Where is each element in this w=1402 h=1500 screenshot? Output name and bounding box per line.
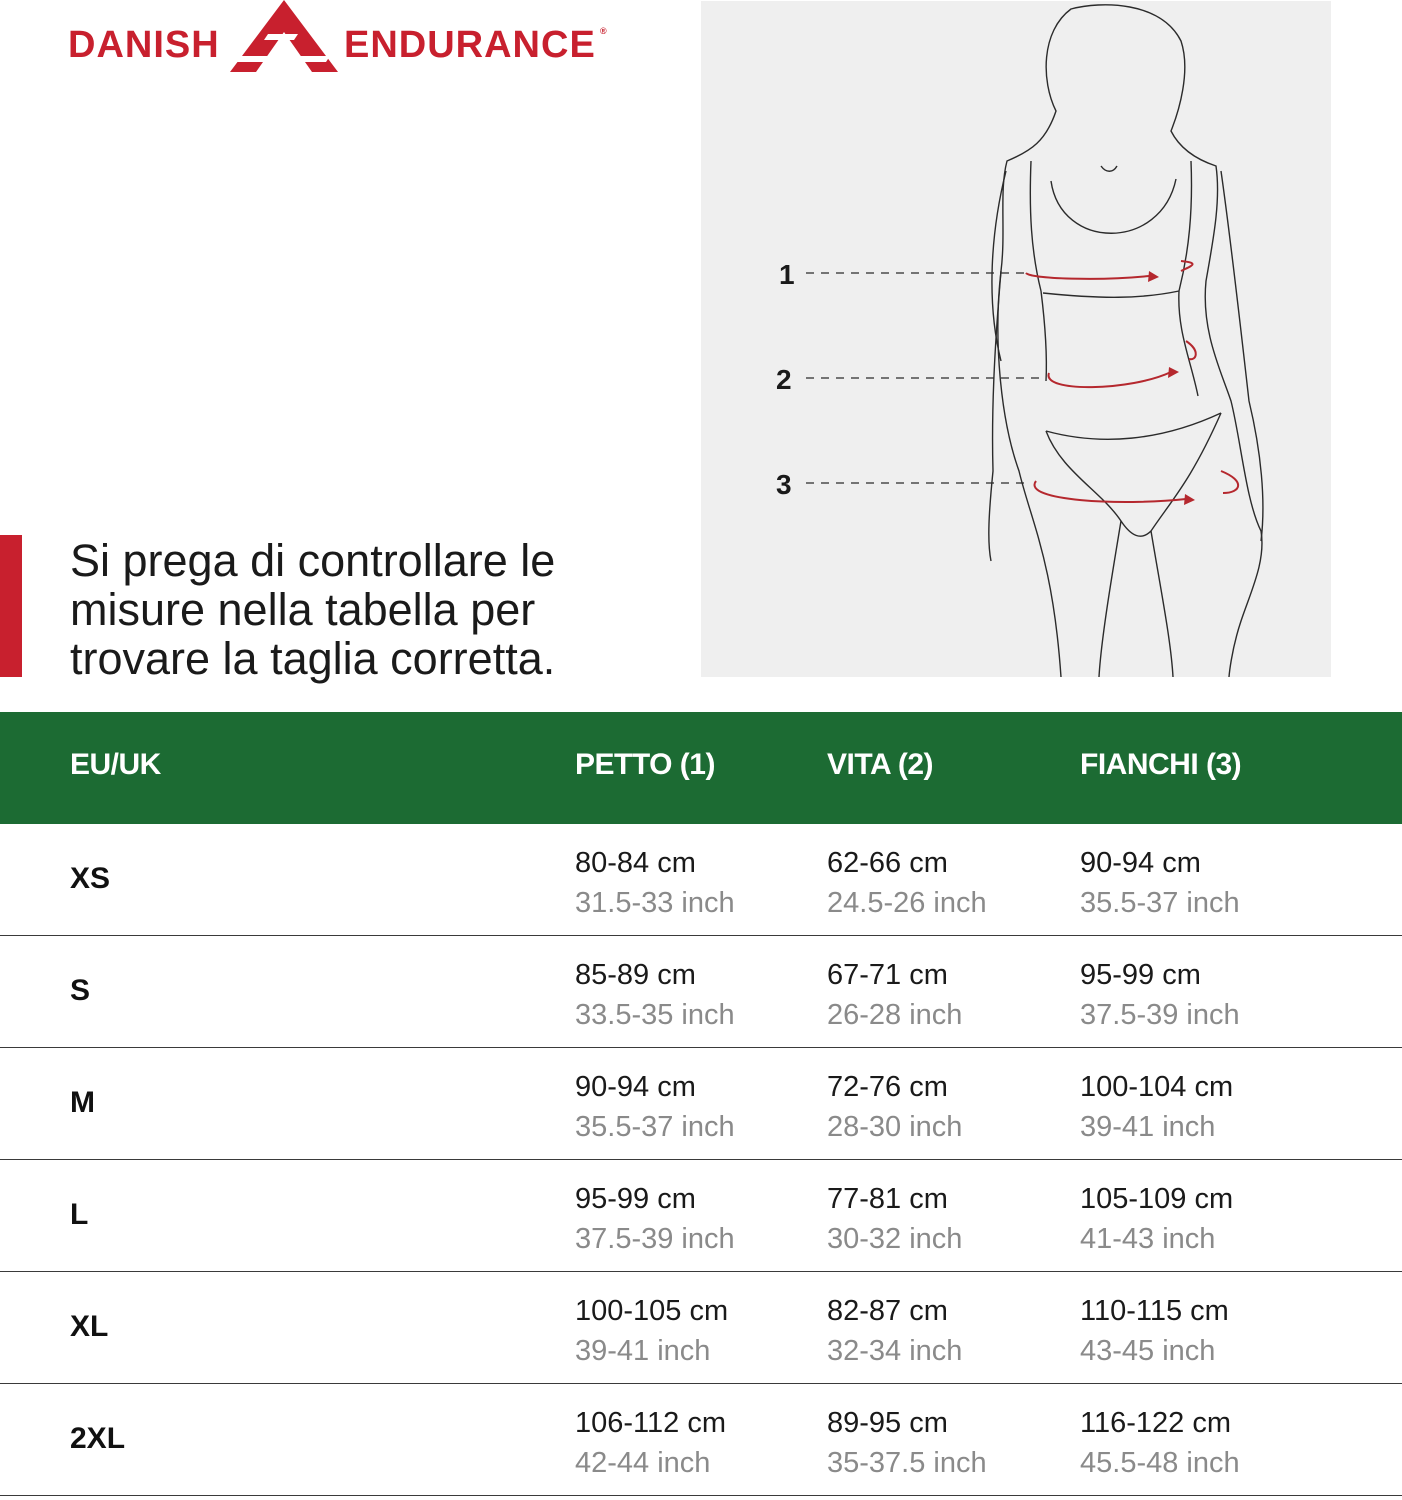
cm-value: 80-84 cm <box>575 847 696 879</box>
inch-value: 39-41 inch <box>1080 1111 1216 1143</box>
inch-value: 26-28 inch <box>827 999 963 1031</box>
hips-cell <box>1080 844 1240 924</box>
inch-value: 41-43 inch <box>1080 1223 1216 1255</box>
table-header <box>0 712 1402 824</box>
inch-value: 42-44 inch <box>575 1447 711 1479</box>
inch-value: 30-32 inch <box>827 1223 963 1255</box>
size-label: XS <box>70 862 111 895</box>
hips-cell <box>1080 1068 1233 1148</box>
marker-1: 1 <box>779 259 795 290</box>
hips-cell <box>1080 1180 1233 1260</box>
body-outline-illustration <box>701 1 1331 677</box>
size-label: L <box>70 1198 89 1231</box>
inch-value: 35-37.5 inch <box>827 1447 987 1479</box>
inch-value: 31.5-33 inch <box>575 887 735 919</box>
size-label: S <box>70 974 91 1007</box>
cm-value: 106-112 cm <box>575 1407 726 1439</box>
measurement-figure <box>701 1 1331 677</box>
brand-name-left: DANISH <box>68 24 220 66</box>
inch-value: 37.5-39 inch <box>1080 999 1240 1031</box>
inch-value: 33.5-35 inch <box>575 999 735 1031</box>
cm-value: 95-99 cm <box>575 1183 696 1215</box>
inch-value: 32-34 inch <box>827 1335 963 1367</box>
inch-value: 43-45 inch <box>1080 1335 1216 1367</box>
marker-3: 3 <box>776 469 792 500</box>
cm-value: 67-71 cm <box>827 959 948 991</box>
cm-value: 85-89 cm <box>575 959 696 991</box>
inch-value: 35.5-37 inch <box>575 1111 735 1143</box>
accent-bar <box>0 535 22 677</box>
size-label: XL <box>70 1310 109 1343</box>
header-chest: PETTO (1) <box>575 748 715 781</box>
intro-text: Si prega di controllare le misure nella tabella per trovare la taglia corretta. <box>70 535 556 684</box>
hips-cell <box>1080 956 1240 1036</box>
inch-value: 35.5-37 inch <box>1080 887 1240 919</box>
cm-value: 89-95 cm <box>827 1407 948 1439</box>
registered-mark: ® <box>600 26 607 36</box>
waist-cell <box>827 844 987 924</box>
cm-value: 110-115 cm <box>1080 1295 1229 1327</box>
chest-cell <box>575 844 735 924</box>
table-row <box>0 824 1402 936</box>
brand-name-right: ENDURANCE <box>344 24 596 66</box>
table-row <box>0 1048 1402 1160</box>
inch-value: 39-41 inch <box>575 1335 711 1367</box>
waist-cell <box>827 1404 987 1484</box>
marker-2: 2 <box>776 364 792 395</box>
cm-value: 90-94 cm <box>575 1071 696 1103</box>
table-row <box>0 1272 1402 1384</box>
inch-value: 24.5-26 inch <box>827 887 987 919</box>
cm-value: 105-109 cm <box>1080 1183 1234 1215</box>
cm-value: 100-104 cm <box>1080 1071 1234 1103</box>
chest-cell <box>575 1292 728 1372</box>
header-hips: FIANCHI (3) <box>1080 748 1242 781</box>
size-label: M <box>70 1086 95 1119</box>
cm-value: 82-87 cm <box>827 1295 948 1327</box>
hips-cell <box>1080 1292 1229 1372</box>
cm-value: 95-99 cm <box>1080 959 1201 991</box>
waist-cell <box>827 1292 962 1372</box>
header-waist: VITA (2) <box>827 748 933 781</box>
size-label: 2XL <box>70 1422 126 1455</box>
header-size: EU/UK <box>70 748 161 781</box>
inch-value: 28-30 inch <box>827 1111 963 1143</box>
chest-cell <box>575 956 735 1036</box>
brand-logo <box>68 0 628 80</box>
chest-cell <box>575 1404 726 1484</box>
inch-value: 37.5-39 inch <box>575 1223 735 1255</box>
table-row <box>0 1384 1402 1496</box>
table-row <box>0 936 1402 1048</box>
waist-cell <box>827 956 962 1036</box>
table-row <box>0 1160 1402 1272</box>
size-table <box>0 712 1402 1496</box>
cm-value: 90-94 cm <box>1080 847 1201 879</box>
cm-value: 72-76 cm <box>827 1071 948 1103</box>
waist-cell <box>827 1068 962 1148</box>
chest-cell <box>575 1068 735 1148</box>
cm-value: 100-105 cm <box>575 1295 729 1327</box>
hips-cell <box>1080 1404 1240 1484</box>
chest-cell <box>575 1180 735 1260</box>
cm-value: 62-66 cm <box>827 847 948 879</box>
inch-value: 45.5-48 inch <box>1080 1447 1240 1479</box>
cm-value: 116-122 cm <box>1080 1407 1231 1439</box>
cm-value: 77-81 cm <box>827 1183 948 1215</box>
waist-cell <box>827 1180 962 1260</box>
mountain-logo-icon <box>228 0 338 74</box>
